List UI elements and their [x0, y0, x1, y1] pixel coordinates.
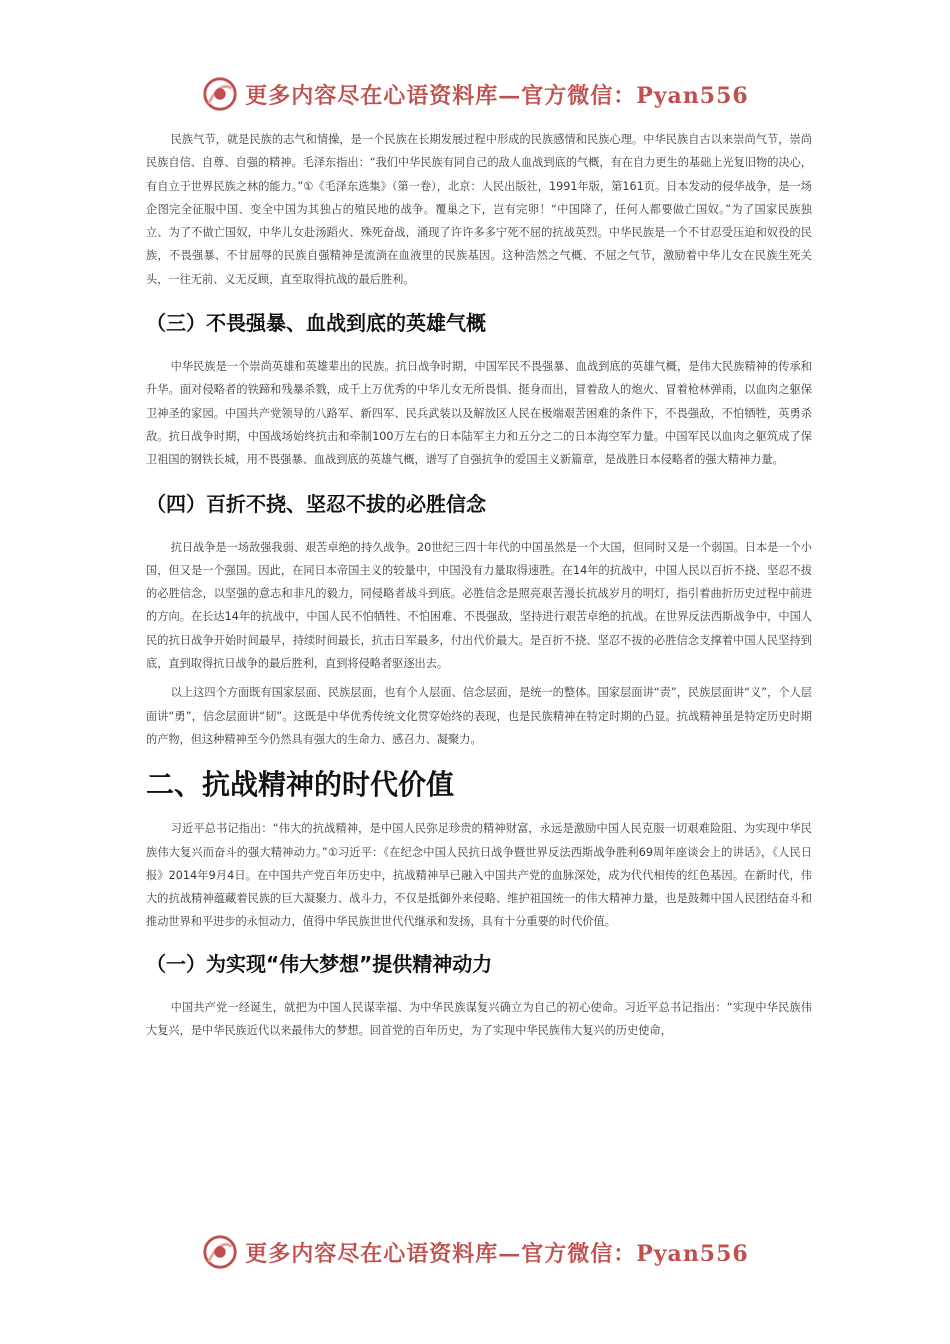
heading-chapter-2: 二、抗战精神的时代价值	[146, 768, 455, 802]
paragraph-great-dream: 中国共产党一经诞生，就把为中国人民谋幸福、为中华民族谋复兴确立为自己的初心使命。习近平总书记指出：“实现中华民族伟大复兴，是中华民族近代以来最伟大的梦想。回首党的百年历史，为了实现中华民族伟大复兴的历史使命，	[146, 1000, 812, 1038]
paragraph-summary: 以上这四个方面既有国家层面、民族层面，也有个人层面、信念层面，是统一的整体。国家层面讲“责”，民族层面讲“义”，个人层面讲“勇”，信念层面讲“韧”。这既是中华优秀传统文化贯穿始终的表现，也是民族精神在特定时期的凸显。抗战精神虽是特定历史时期的产物，但这种精神至今仍然具有强大的生命力、感召力、凝聚力。	[146, 686, 812, 746]
logo-icon	[201, 1233, 239, 1271]
heading-section-3: （三）不畏强暴、血战到底的英雄气概	[146, 311, 486, 336]
logo-icon	[201, 75, 239, 113]
paragraph-national-integrity: 民族气节，就是民族的志气和情操，是一个民族在长期发展过程中形成的民族感情和民族心理。中华民族自古以来崇尚气节，崇尚民族自信、自尊、自强的精神。毛泽东指出：“我们中华民族有同自己的敌人血战到底的气概，有在自力更生的基础上光复旧物的决心，有自立于世界民族之林的能力。”①《毛泽东选集》（第一卷），北京：人民出版社，1991年版，第161页。日本发动的侵华战争，是一场企图完全征服中国、变全中国为其独占的殖民地的战争。覆巢之下，岂有完卵！“中国降了，任何人都要做亡国奴。”为了国家民族独立、为了不做亡国奴，中华儿女赴汤蹈火、殊死奋战，涌现了许许多多宁死不屈的抗战英烈。中华民族是一个不甘忍受压迫和奴役的民族，不畏强暴、不甘屈辱的民族自强精神是流淌在血液里的民族基因。这种浩然之气概、不屈之气节，激励着中华儿女在民族生死关头，一往无前、义无反顾，直至取得抗战的最后胜利。	[146, 133, 812, 286]
top-banner	[0, 74, 950, 114]
document-body	[146, 128, 812, 1042]
heading-section-4: （四）百折不挠、坚忍不拔的必胜信念	[146, 491, 486, 516]
paragraph-victory-belief: 抗日战争是一场敌强我弱、艰苦卓绝的持久战争。20世纪三四十年代的中国虽然是一个大国，但同时又是一个弱国。日本是一个小国，但又是一个强国。因此，在同日本帝国主义的较量中，中国没有力量取得速胜。在14年的抗战中，中国人民以百折不挠、坚忍不拔的必胜信念，以坚强的意志和非凡的毅力，同侵略者战斗到底。必胜信念是照亮艰苦漫长抗战岁月的明灯，指引着曲折历史过程中前进的方向。在长达14年的抗战中，中国人民不怕牺牲、不怕困难、不畏强敌，坚持进行艰苦卓绝的抗战。在世界反法西斯战争中，中国人民的抗日战争开始时间最早，持续时间最长，抗击日军最多，付出代价最大。是百折不挠、坚忍不拔的必胜信念支撑着中国人民坚持到底，直到取得抗日战争的最后胜利，直到将侵略者驱逐出去。	[146, 540, 812, 671]
bottom-banner	[0, 1232, 950, 1272]
banner-text: 更多内容尽在心语资料库—官方微信：Pyan556	[245, 82, 749, 109]
paragraph-heroic-spirit: 中华民族是一个崇尚英雄和英雄辈出的民族。抗日战争时期，中国军民不畏强暴、血战到底的英雄气概，是伟大民族精神的传承和升华。面对侵略者的铁蹄和残暴杀戮，成千上万优秀的中华儿女无所畏惧、挺身而出，冒着敌人的炮火、冒着枪林弹雨，以血肉之躯保卫神圣的家园。中国共产党领导的八路军、新四军、民兵武装以及解放区人民在极端艰苦困难的条件下，不畏强敌，不怕牺牲，英勇杀敌。抗日战争时期，中国战场始终抗击和牵制100万左右的日本陆军主力和五分之二的日本海空军力量。中国军民以血肉之躯筑成了保卫祖国的钢铁长城，用不畏强暴、血战到底的英雄气概，谱写了自强抗争的爱国主义新篇章，是战胜日本侵略者的强大精神力量。	[146, 360, 812, 467]
banner-text: 更多内容尽在心语资料库—官方微信：Pyan556	[245, 1240, 749, 1267]
heading-subsection-1: （一）为实现“伟大梦想”提供精神动力	[146, 951, 493, 976]
paragraph-era-value: 习近平总书记指出：“伟大的抗战精神，是中国人民弥足珍贵的精神财富，永远是激励中国人民克服一切艰难险阻、为实现中华民族伟大复兴而奋斗的强大精神动力。”①习近平：《在纪念中国人民抗日战争暨世界反法西斯战争胜利69周年座谈会上的讲话》，《人民日报》2014年9月4日。在中国共产党百年历史中，抗战精神早已融入中国共产党的血脉深处，成为代代相传的红色基因。在新时代，伟大的抗战精神蕴藏着民族的巨大凝聚力、战斗力，不仅是抵御外来侵略、维护祖国统一的伟大精神力量，也是鼓舞中国人民团结奋斗和推动世界和平进步的永恒动力，值得中华民族世世代代继承和发扬，具有十分重要的时代价值。	[146, 822, 812, 929]
